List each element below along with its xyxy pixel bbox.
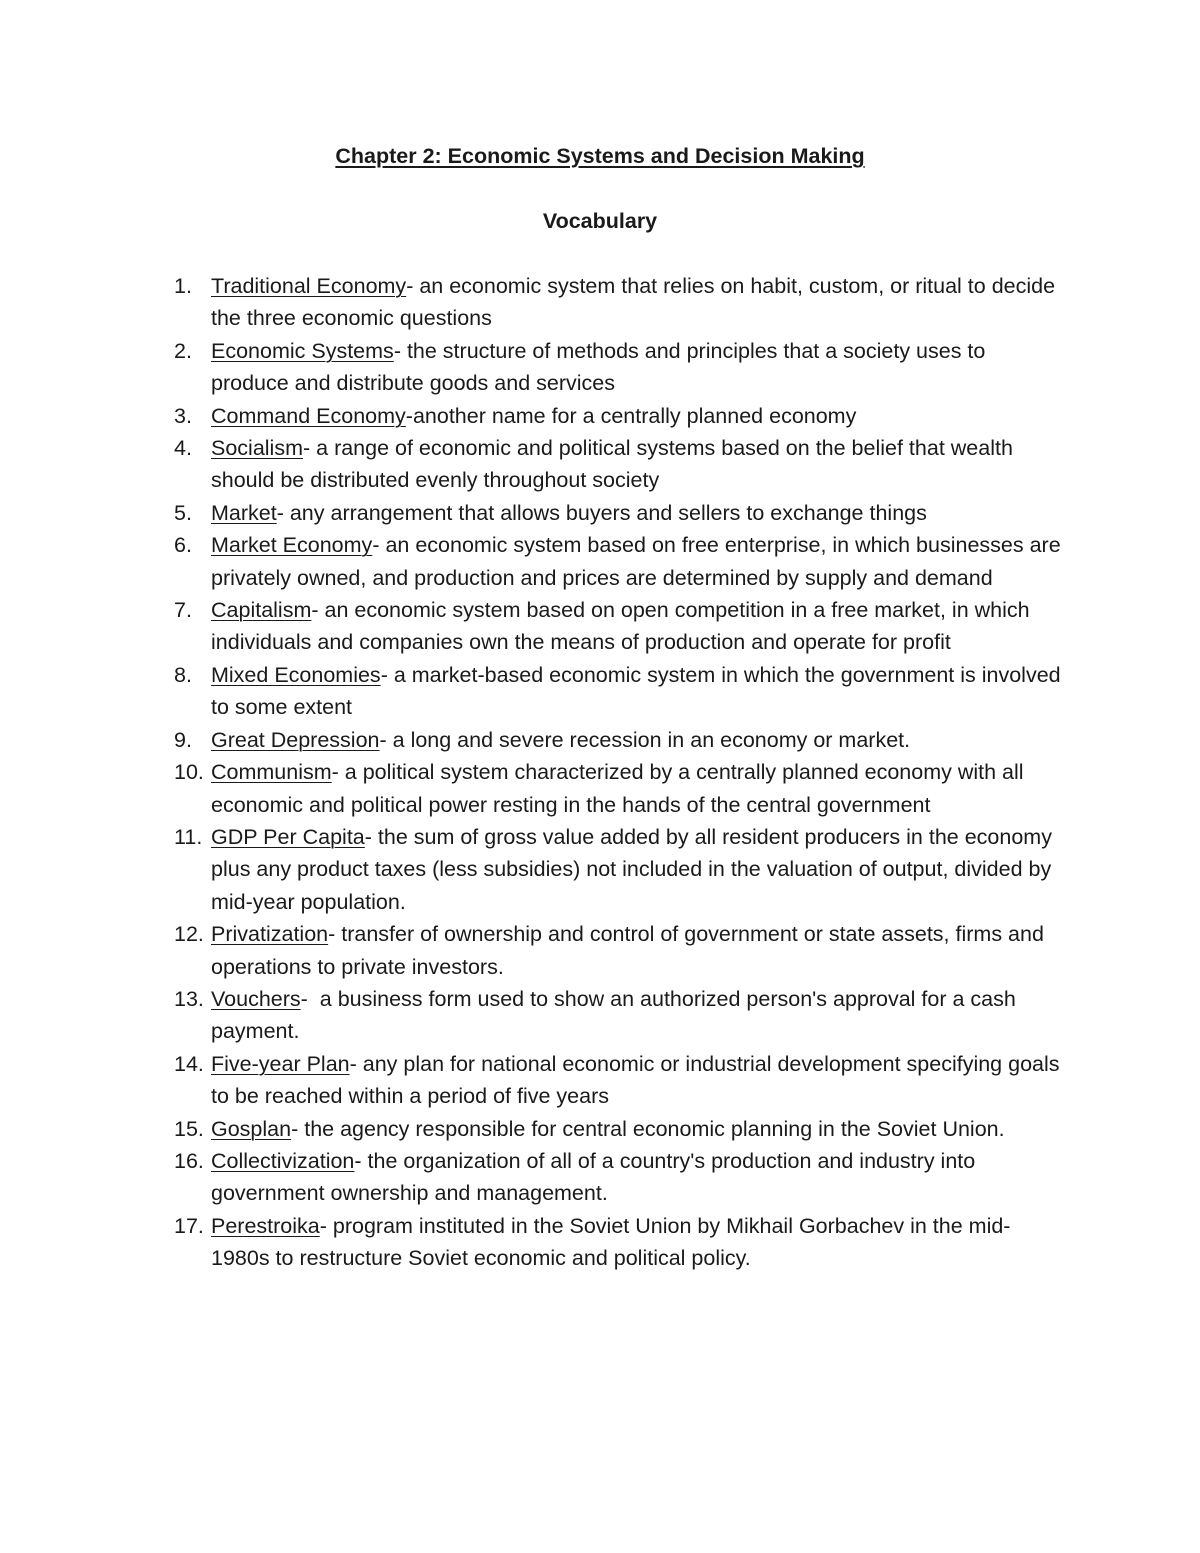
item-number: 3. [174,403,192,428]
item-number: 17. [174,1213,204,1238]
vocab-definition: - a long and severe recession in an economy or market. [379,727,911,752]
vocab-term: Five-year Plan [211,1051,350,1076]
vocab-term: Market [211,500,277,525]
page-title: Chapter 2: Economic Systems and Decision Making [335,144,865,168]
vocab-term: Mixed Economies [211,662,381,687]
vocab-term: Market Economy [211,533,373,558]
vocab-term: Vouchers [211,986,301,1011]
vocab-definition: - a business form used to show an authorized person's approval for a cash payment. [211,986,1022,1044]
vocab-term: GDP Per Capita [211,824,365,849]
vocab-definition: - the organization of all of a country's production and industry into government ownership and management. [211,1148,976,1206]
vocab-definition: - a range of economic and political systems based on the belief that wealth should be distributed evenly throughout society [211,436,1013,493]
vocab-definition: - an economic system that relies on habit, custom, or ritual to decide the three economic questions [211,274,1056,331]
item-number: 6. [174,533,192,558]
item-number: 12. [174,922,204,947]
item-number: 9. [174,727,192,752]
vocab-item [0,432,1061,497]
vocab-term: Collectivization [211,1148,355,1173]
vocab-item [0,659,1061,724]
vocab-definition: -another name for a centrally planned economy [405,403,857,428]
vocab-item [0,497,1061,529]
item-number: 14. [174,1051,204,1076]
vocab-definition: - the agency responsible for central economic planning in the Soviet Union. [291,1116,1005,1141]
vocab-definition: - a market-based economic system in which the government is involved to some extent [211,662,1061,720]
item-number: 13. [174,986,204,1011]
vocab-term: Economic Systems [211,338,394,363]
vocab-definition: - transfer of ownership and control of government or state assets, firms and operations to private investors. [211,922,1044,979]
vocab-term: Great Depression [211,727,380,752]
vocab-term: Capitalism [211,598,312,623]
item-number: 2. [174,338,192,363]
item-number: 11. [174,824,203,849]
vocab-item [0,594,1061,659]
item-number: 8. [174,662,192,687]
item-number: 1. [174,274,192,298]
vocab-item [0,821,1061,918]
vocab-item [0,1210,1061,1275]
vocab-item [0,1048,1061,1113]
item-number: 16. [174,1148,204,1173]
item-number: 5. [174,500,192,525]
vocab-item [0,270,1061,335]
vocab-definition: - the sum of gross value added by all resident producers in the economy plus any product taxes (less subsidies) not included in the valuation of output, divided by mid-year population. [211,824,1052,914]
vocab-definition: - a political system characterized by a centrally planned economy with all economic and political power resting in the hands of the central government [211,760,1024,817]
vocab-definition: - any arrangement that allows buyers and sellers to exchange things [276,500,927,525]
vocab-item [0,400,1061,432]
vocab-item [0,1113,1061,1145]
vocab-definition: - program instituted in the Soviet Union by Mikhail Gorbachev in the mid-1980s to restructure Soviet economic and political policy. [211,1213,1011,1271]
vocab-term: Socialism [211,436,303,461]
section-heading: Vocabulary [542,209,658,233]
vocab-term: Traditional Economy [211,274,407,298]
vocab-term: Communism [211,760,332,785]
item-number: 7. [174,598,192,623]
vocab-term: Perestroika [211,1213,320,1238]
item-number: 15. [174,1116,204,1141]
vocab-item [0,983,1061,1048]
vocab-definition: - the structure of methods and principles that a society uses to produce and distribute goods and services [211,338,986,396]
vocab-definition: - any plan for national economic or industrial development specifying goals to be reached within a period of five years [211,1051,1060,1109]
item-number: 4. [174,436,192,461]
vocab-term: Command Economy [211,403,406,428]
vocab-item [0,918,1061,983]
vocab-item [0,756,1061,821]
vocabulary-list [0,270,1200,1275]
vocab-definition: - an economic system based on free enterprise, in which businesses are privately owned, and production and prices are determined by supply and demand [211,533,1061,590]
vocab-term: Gosplan [211,1116,292,1141]
vocab-item [0,335,1061,400]
vocab-item [0,1145,1061,1210]
vocab-item [0,724,1061,756]
vocab-item [0,529,1061,594]
vocab-term: Privatization [211,922,329,947]
vocab-definition: - an economic system based on open competition in a free market, in which individuals and companies own the means of production and operate for profit [211,598,1030,655]
item-number: 10. [174,760,204,785]
